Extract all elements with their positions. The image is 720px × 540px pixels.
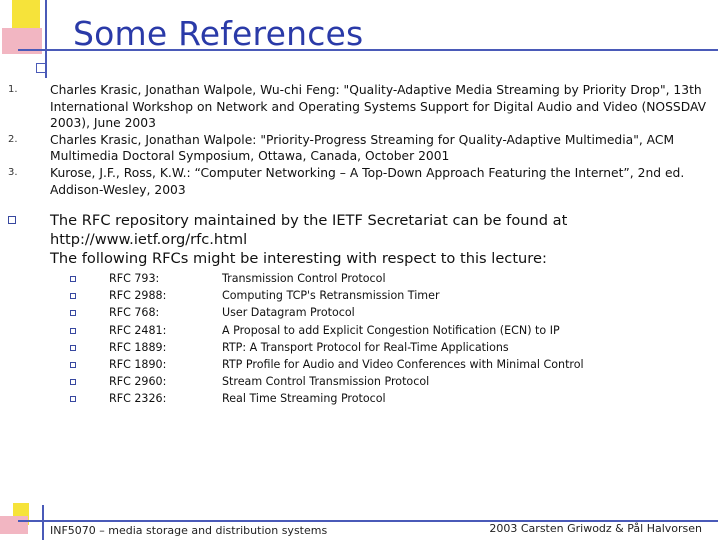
rfc-description: Stream Control Transmission Protocol	[222, 375, 430, 389]
square-bullet-icon	[70, 328, 76, 334]
rfc-id: RFC 2481:	[109, 323, 167, 337]
rfc-description: A Proposal to add Explicit Congestion Notification (ECN) to IP	[222, 323, 560, 337]
footer-pink-square	[0, 516, 28, 534]
rfc-row	[70, 304, 670, 321]
footer-vertical-line	[42, 505, 44, 540]
rfc-row	[70, 390, 670, 407]
rfc-description: Transmission Control Protocol	[222, 272, 386, 285]
rfc-row	[70, 339, 670, 356]
reference-text: Charles Krasic, Jonathan Walpole, Wu-chi Feng: "Quality-Adaptive Media Streaming by Priority Drop", 13th International Workshop on Network and Operating Systems Support for Digital Audio and Video (NOSSDAV 2003), June 2003	[50, 83, 707, 131]
rfc-id: RFC 2960:	[109, 375, 167, 389]
rfc-id: RFC 2326:	[109, 392, 167, 406]
rfc-row	[70, 287, 670, 304]
reference-text: Kurose, J.F., Ross, K.W.: “Computer Networking – A Top-Down Approach Featuring the Internet”, 2nd ed. Addison-Wesley, 2003	[50, 165, 685, 197]
footer-course-name: INF5070 – media storage and distribution systems	[50, 524, 328, 537]
rfc-description: Real Time Streaming Protocol	[222, 392, 386, 406]
rfc-row	[70, 322, 670, 339]
reference-item	[8, 165, 713, 198]
rfc-description: RTP: A Transport Protocol for Real-Time Applications	[222, 340, 509, 354]
square-bullet-icon	[70, 276, 76, 282]
reference-text: Charles Krasic, Jonathan Walpole: "Priority-Progress Streaming for Quality-Adaptive Multimedia", ACM Multimedia Doctoral Symposium, Ottawa, Canada, October 2001	[50, 132, 675, 164]
rfc-repository-link[interactable]: http://www.ietf.org/rfc.html	[50, 231, 248, 249]
rfc-intro-line: The RFC repository maintained by the IETF Secretariat can be found at	[50, 212, 568, 229]
reference-item	[8, 132, 713, 165]
square-bullet-icon	[70, 310, 76, 316]
rfc-row	[70, 270, 670, 287]
square-bullet-icon	[70, 379, 76, 385]
reference-number: 2.	[8, 133, 18, 145]
slide-title: Some References	[73, 14, 364, 53]
rfc-row	[70, 373, 670, 390]
rfc-description: Computing TCP's Retransmission Timer	[222, 289, 440, 303]
rfc-id: RFC 1889:	[109, 340, 167, 354]
header-small-marker	[36, 63, 46, 73]
square-bullet-icon	[70, 345, 76, 351]
rfc-id: RFC 1890:	[109, 357, 167, 371]
square-bullet-icon	[70, 362, 76, 368]
reference-item	[8, 82, 713, 132]
rfc-intro-line: The following RFCs might be interesting with respect to this lecture:	[50, 250, 547, 268]
rfc-list	[70, 270, 670, 408]
rfc-description: User Datagram Protocol	[222, 306, 355, 320]
square-bullet-icon	[70, 293, 76, 299]
footer-copyright: 2003 Carsten Griwodz & Pål Halvorsen	[489, 522, 702, 535]
rfc-description: RTP Profile for Audio and Video Conferences with Minimal Control	[222, 357, 584, 371]
reference-list	[8, 82, 713, 198]
rfc-row	[70, 356, 670, 373]
reference-number: 3.	[8, 166, 18, 178]
square-bullet-icon	[8, 216, 16, 224]
rfc-id: RFC 768:	[109, 306, 160, 320]
reference-number: 1.	[8, 84, 18, 95]
rfc-intro	[8, 211, 713, 269]
square-bullet-icon	[70, 396, 76, 402]
rfc-id: RFC 793:	[109, 272, 160, 285]
rfc-id: RFC 2988:	[109, 289, 167, 303]
